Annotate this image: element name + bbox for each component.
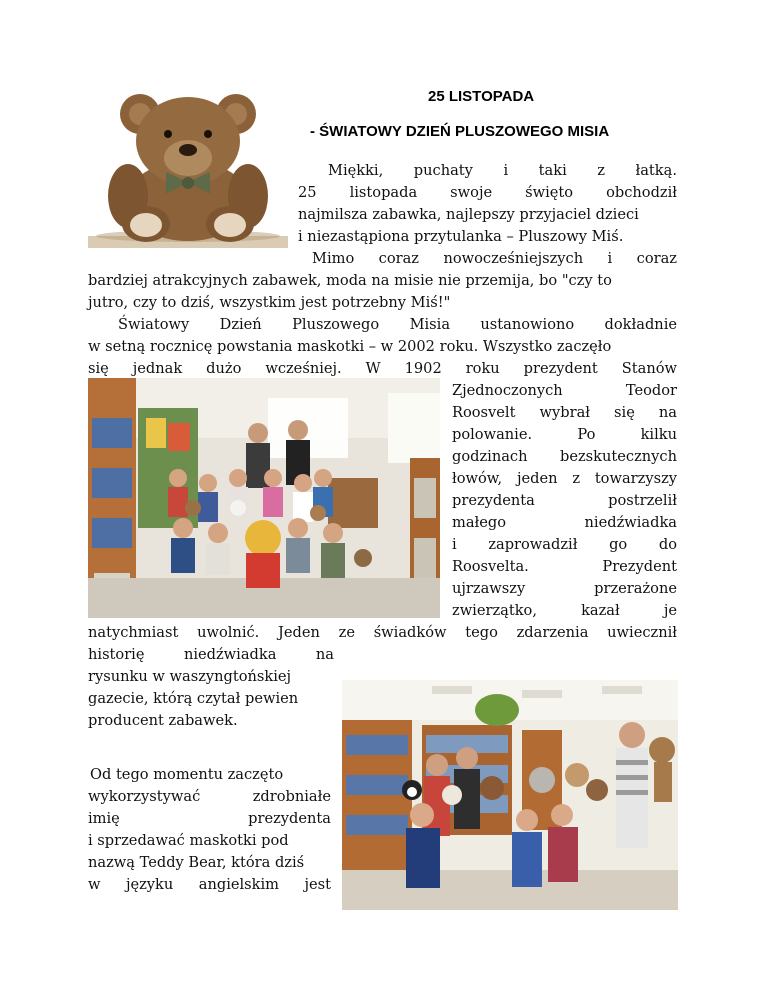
teddy-bear-photo	[88, 86, 288, 248]
text-line: godzinach bezskutecznych	[452, 448, 677, 465]
text-line: Roosvelt wybrał się na	[452, 404, 677, 421]
text-line: ujrzawszy przerażone	[452, 580, 677, 597]
text-line: Od tego momentu zaczęto	[90, 766, 284, 783]
text-line: zwierzątko, kazał je	[452, 602, 677, 619]
text-line: 25 listopada swoje święto obchodził	[298, 184, 677, 201]
text-line: i sprzedawać maskotki pod	[88, 832, 289, 849]
text-line: natychmiast uwolnić. Jeden ze świadków tego zdarzenia uwiecznił	[88, 624, 677, 641]
text-line: Światowy Dzień Pluszowego Misia ustanowiono dokładnie	[118, 316, 677, 333]
text-line: Zjednoczonych Teodor	[452, 382, 677, 399]
text-line: historię niedźwiadka na	[88, 646, 334, 663]
text-line: się jednak dużo wcześniej. W 1902 roku prezydent Stanów	[88, 360, 677, 377]
text-line: polowanie. Po kilku	[452, 426, 677, 443]
text-line: i zaprowadził go do	[452, 536, 677, 553]
library-photo-children-bears	[88, 378, 440, 618]
text-line: producent zabawek.	[88, 712, 238, 729]
text-line: małego niedźwiadka	[452, 514, 677, 531]
text-line: imię prezydenta	[88, 810, 331, 827]
text-line: wykorzystywać zdrobniałe	[88, 788, 331, 805]
text-line: w języku angielskim jest	[88, 876, 331, 893]
heading-date: 25 LISTOPADA	[428, 88, 535, 105]
text-line: jutro, czy to dziś, wszystkim jest potrzebny Miś!"	[88, 294, 451, 311]
text-line: i niezastąpiona przytulanka – Pluszowy Miś.	[298, 228, 624, 245]
text-line: nazwą Teddy Bear, która dziś	[88, 854, 305, 871]
text-line: Miękki, puchaty i taki z łatką.	[328, 162, 677, 179]
text-line: bardziej atrakcyjnych zabawek, moda na misie nie przemija, bo "czy to	[88, 272, 612, 289]
text-line: w setną rocznicę powstania maskotki – w 2002 roku. Wszystko zaczęło	[88, 338, 612, 355]
text-line: gazecie, którą czytał pewien	[88, 690, 299, 707]
text-line: najmilsza zabawka, najlepszy przyjaciel dzieci	[298, 206, 639, 223]
text-line: prezydenta postrzelił	[452, 492, 677, 509]
text-line: rysunku w waszyngtońskiej	[88, 668, 292, 685]
text-line: Roosvelta. Prezydent	[452, 558, 677, 575]
text-line: Mimo coraz nowocześniejszych i coraz	[312, 250, 677, 267]
text-line: łowów, jeden z towarzyszy	[452, 470, 677, 487]
library-photo-bear-parade	[342, 680, 678, 910]
heading-title: - ŚWIATOWY DZIEŃ PLUSZOWEGO MISIA	[310, 123, 610, 140]
